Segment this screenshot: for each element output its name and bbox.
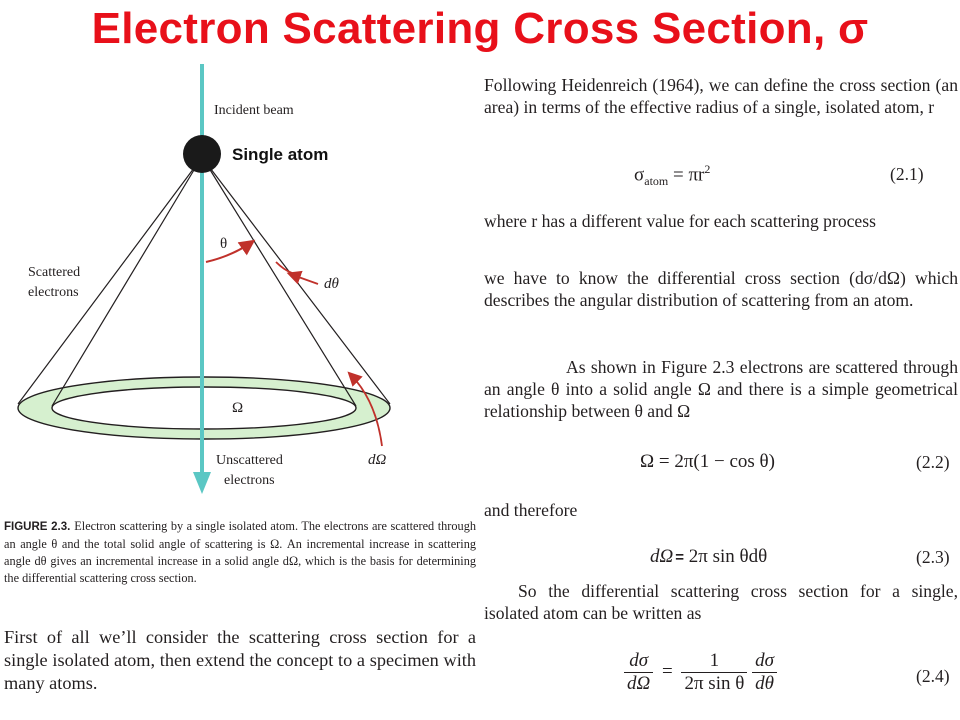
eq1-sub: atom [644, 174, 669, 189]
eq1-sigma: σ [634, 164, 645, 186]
eq4-num1: dσ [624, 650, 653, 673]
eq3-lhs: dΩ [650, 546, 674, 567]
equation-number-2-1: (2.1) [890, 164, 924, 184]
figure-caption [4, 518, 476, 587]
eq1-sup: 2 [704, 162, 711, 176]
single-atom [183, 135, 221, 173]
eq4-den1: dΩ [627, 673, 651, 694]
figure-label: FIGURE 2.3. [4, 521, 71, 533]
paragraph-heidenreich: Following Heidenreich (1964), we can define the cross section (an area) in terms of the effective radius of a single, isolated atom, r [484, 75, 958, 117]
slide-title: Electron Scattering Cross Section, σ [91, 4, 869, 53]
paragraph-differential: we have to know the differential cross section (dσ/dΩ) which describes the angular distribution of scattering from an atom. [484, 268, 958, 310]
equation-number-2-3: (2.3) [916, 547, 950, 567]
single-atom-label: Single atom [232, 145, 329, 164]
paragraph-so-differential: So the differential scattering cross section for a single, isolated atom can be written as [484, 581, 958, 623]
paragraph-and-therefore: and therefore [484, 500, 578, 520]
scattering-diagram [0, 60, 480, 500]
theta-arc [206, 242, 252, 262]
equation-2-1 [634, 162, 710, 189]
cone-inner-left [52, 160, 200, 406]
eq4-frac-rhs [752, 650, 777, 695]
incident-beam-label: Incident beam [214, 103, 294, 118]
equation-2-4 [624, 650, 777, 695]
equation-2-3 [650, 546, 767, 568]
cone-outer-left [18, 160, 200, 404]
unscattered-label-1: Unscattered [216, 453, 283, 468]
unscattered-arrowhead [193, 472, 211, 494]
eq4-equals: = [662, 660, 673, 682]
d-omega-label: dΩ [368, 452, 387, 468]
eq1-rhs: = πr [668, 164, 705, 186]
theta-label: θ [220, 236, 228, 252]
omega-label: Ω [232, 400, 244, 416]
scattered-label-2: electrons [28, 285, 79, 300]
d-theta-arc [276, 262, 292, 273]
paragraph-figure-ref: As shown in Figure 2.3 electrons are scattered through an angle θ into a solid angle Ω and there is a simple geometrical relationship between θ and Ω [484, 357, 958, 421]
equation-2-2: Ω = 2π(1 − cos θ) [640, 451, 775, 472]
eq4-num2: 1 [681, 650, 747, 673]
equation-number-2-2: (2.2) [916, 452, 950, 472]
eq3-equals: = [675, 549, 685, 566]
d-theta-label: dθ [324, 276, 339, 292]
eq3-rhs: 2π sin θdθ [684, 546, 768, 567]
scattered-label-1: Scattered [28, 265, 81, 280]
figure-caption-text: Electron scattering by a single isolated atom. The electrons are scattered through an angle θ and the total solid angle of scattering is Ω. An incremental increase in scattering angle dθ gives an incremental increase in a solid angle dΩ, which is the basis for determining the differential scattering cross section. [4, 519, 476, 585]
eq4-frac-mid [681, 650, 747, 695]
eq4-den3: dθ [755, 673, 774, 694]
eq4-den2: 2π sin θ [684, 673, 745, 694]
unscattered-label-2: electrons [224, 473, 275, 488]
intro-paragraph: First of all we’ll consider the scattering cross section for a single isolated atom, then extend the concept to a specimen with many atoms. [4, 627, 476, 693]
cone-outer-right [204, 160, 390, 404]
eq4-num3: dσ [752, 650, 777, 673]
paragraph-where-r: where r has a different value for each scattering process [484, 211, 876, 231]
eq4-frac-lhs [624, 650, 653, 695]
equation-number-2-4: (2.4) [916, 666, 950, 686]
